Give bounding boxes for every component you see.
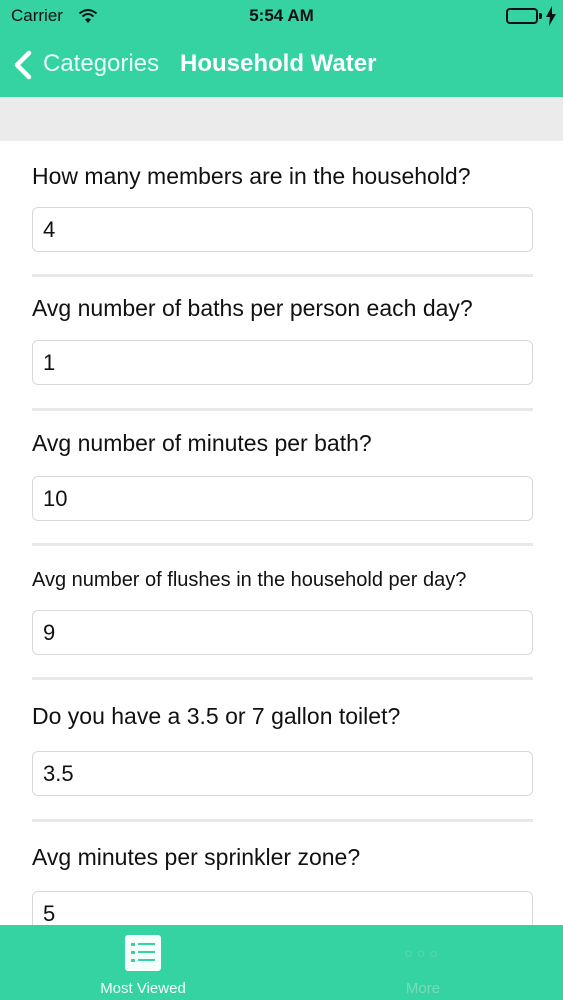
answer-input-toilet-gallons[interactable]: 3.5 <box>32 751 533 796</box>
navigation-bar <box>0 34 563 94</box>
status-time: 5:54 AM <box>249 6 314 25</box>
divider <box>32 543 533 546</box>
answer-input-baths-per-person[interactable]: 1 <box>32 340 533 385</box>
back-button[interactable]: Categories <box>43 50 160 77</box>
question-label: Avg number of flushes in the household per day? <box>32 569 467 591</box>
question-label: How many members are in the household? <box>32 163 471 189</box>
section-header-band <box>0 97 563 141</box>
divider <box>32 274 533 277</box>
list-icon <box>125 935 161 971</box>
answer-input-minutes-per-bath[interactable]: 10 <box>32 476 533 521</box>
answer-input-flushes-per-day[interactable]: 9 <box>32 610 533 655</box>
charging-bolt-icon <box>545 6 557 26</box>
question-label: Avg number of baths per person each day? <box>32 295 473 321</box>
tab-more[interactable] <box>340 925 506 1000</box>
back-chevron-icon[interactable] <box>12 50 34 80</box>
answer-input-household-members[interactable]: 4 <box>32 207 533 252</box>
carrier-label: Carrier <box>11 6 63 25</box>
question-label: Avg number of minutes per bath? <box>32 430 372 456</box>
tab-most-viewed[interactable] <box>60 925 226 1000</box>
header <box>0 0 563 97</box>
tab-bar <box>0 925 563 1000</box>
divider <box>32 408 533 411</box>
question-label: Avg minutes per sprinkler zone? <box>32 844 361 870</box>
battery-icon <box>506 8 538 24</box>
battery-tip <box>539 13 542 19</box>
question-label: Do you have a 3.5 or 7 gallon toilet? <box>32 703 401 729</box>
divider <box>32 819 533 822</box>
tab-label: Most Viewed <box>100 980 186 997</box>
question-form <box>0 141 563 925</box>
answer-input-sprinkler-minutes[interactable]: 5 <box>32 891 533 925</box>
page-title: Household Water <box>180 50 377 77</box>
status-bar <box>0 0 563 32</box>
divider <box>32 677 533 680</box>
tab-label: More <box>405 980 441 997</box>
more-icon: ○○○ <box>404 945 442 961</box>
